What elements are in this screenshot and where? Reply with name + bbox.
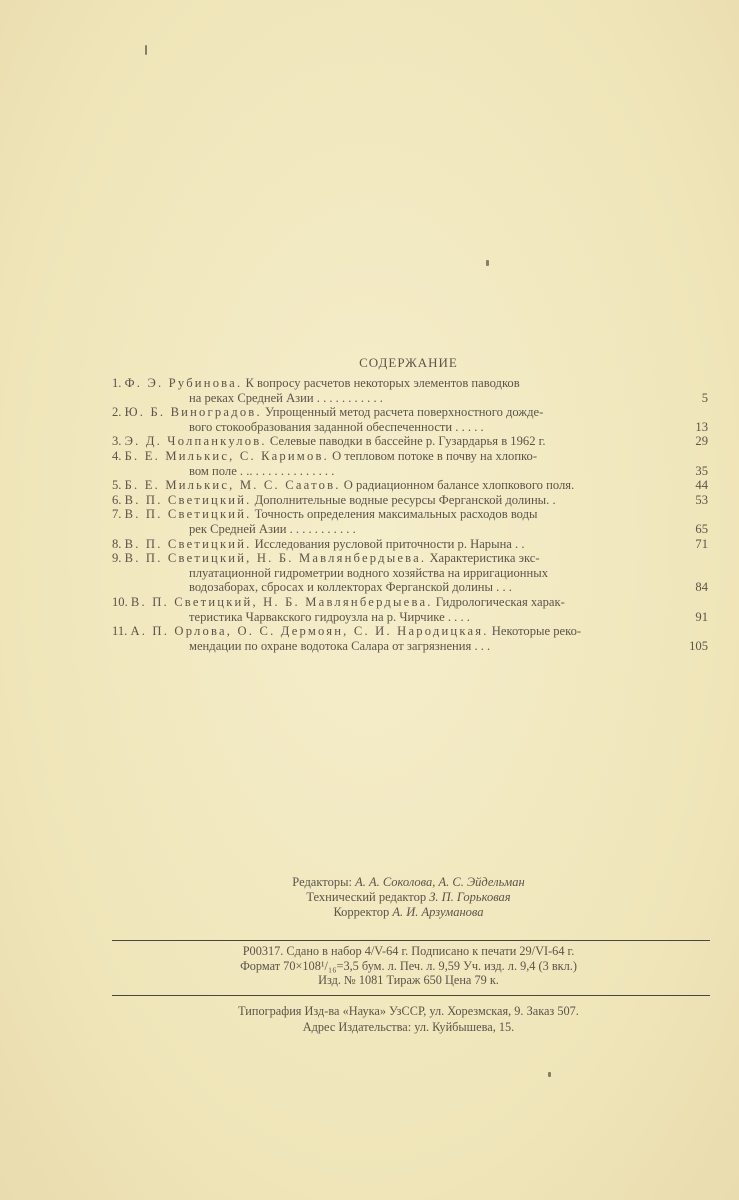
entry-number: 2.: [112, 405, 122, 420]
tech-editor-line: [78, 890, 739, 905]
entry-title-text: Упрощенный метод расчета поверхностного дожде-: [264, 405, 544, 420]
entry-title-text: вого стокообразования заданной обеспеченности . . . . .: [189, 419, 484, 434]
entry-title-text: плуатационной гидрометрии водного хозяйства на ирригационных: [189, 565, 549, 580]
entry-page-number: 84: [695, 580, 708, 595]
toc-line: [112, 580, 667, 595]
entry-number: 1.: [112, 376, 122, 390]
paper-speck: [548, 1072, 551, 1077]
toc-line: [112, 478, 667, 493]
paper-speck: [486, 260, 489, 266]
toc-line: [112, 449, 667, 464]
entry-page-number: 13: [695, 419, 708, 434]
entry-title-text: на реках Средней Азии . . . . . . . . . . .: [189, 390, 383, 405]
toc-line: [112, 639, 667, 654]
editors-label: Редакторы:: [292, 875, 352, 889]
entry-title-text: мендации по охране водотока Салара от загрязнения . . .: [189, 638, 491, 653]
toc-line: [112, 493, 667, 508]
toc-line: [112, 624, 667, 639]
entry-number: 4.: [112, 448, 122, 463]
entry-authors: Э. Д. Чолпанкулов.: [124, 434, 267, 449]
toc-line: [112, 507, 667, 522]
entry-page-number: 29: [695, 434, 708, 449]
entry-number: 10.: [112, 594, 128, 609]
toc-entry: [112, 595, 712, 624]
entry-number: 6.: [112, 492, 122, 507]
entry-title-text: Некоторые реко-: [491, 624, 582, 639]
printer-block: [0, 1004, 739, 1035]
toc-line: [112, 522, 667, 537]
entry-page-number: 105: [689, 638, 708, 653]
divider-rule: [112, 995, 710, 996]
toc-entry: [112, 449, 712, 478]
toc-line: [112, 434, 667, 449]
toc-entry: [112, 434, 712, 449]
entry-page-number: 35: [695, 463, 708, 478]
entry-title-text: К вопросу расчетов некоторых элементов паводков: [245, 376, 520, 390]
toc-entry: [112, 405, 712, 434]
entry-title-text: Точность определения максимальных расходов воды: [254, 507, 538, 522]
toc-entry: [112, 376, 712, 405]
corrector-label: Корректор: [333, 905, 390, 919]
editors-line: [78, 875, 739, 890]
entry-title-text: О радиационном балансе хлопкового поля.: [343, 478, 575, 493]
entry-title-text: Дополнительные водные ресурсы Ферганской долины. .: [254, 492, 556, 507]
entry-title-text: вом поле . .. . . . . . . . . . . . . .: [189, 463, 335, 478]
entry-authors: В. П. Светицкий.: [124, 492, 252, 507]
imprint-block: [0, 944, 739, 988]
printer-line: Типография Изд-ва «Наука» УзССР, ул. Хорезмская, 9. Заказ 507.: [238, 1004, 579, 1018]
toc-line: [112, 566, 667, 581]
imprint-line: Р00317. Сдано в набор 4/V-64 г. Подписано к печати 29/VI-64 г.: [242, 944, 575, 958]
entry-authors: Ю. Б. Виноградов.: [124, 405, 262, 420]
entry-authors: Б. Е. Милькис, М. С. Саатов.: [124, 478, 341, 493]
entry-number: 3.: [112, 434, 122, 449]
entry-title-text: водозаборах, сбросах и коллекторах Ферганской долины . . .: [189, 580, 512, 595]
entry-number: 7.: [112, 507, 122, 522]
entry-title-text: Гидрологическая харак-: [435, 594, 565, 609]
toc-line: [112, 391, 667, 406]
toc-entry: [112, 624, 712, 653]
toc-line: [112, 376, 667, 391]
entry-authors: А. П. Орлова, О. С. Дермоян, С. И. Народицкая.: [130, 624, 489, 639]
entry-title-text: Исследования русловой приточности р. Нарына . .: [254, 536, 525, 551]
entry-number: 9.: [112, 551, 122, 566]
toc-entry: [112, 478, 712, 493]
editors-names: А. А. Соколова, А. С. Эйдельман: [355, 875, 525, 889]
entry-title-text: О тепловом потоке в почву на хлопко-: [332, 448, 538, 463]
toc-line: [112, 610, 667, 625]
toc-entry: [112, 551, 712, 595]
corrector-name: А. И. Арзуманова: [392, 905, 484, 919]
entry-page-number: 71: [695, 536, 708, 551]
entry-number: 11.: [112, 624, 128, 639]
entry-title-text: рек Средней Азии . . . . . . . . . . .: [189, 521, 356, 536]
entry-page-number: 91: [695, 609, 708, 624]
toc-entry: [112, 537, 712, 552]
toc-line: [112, 537, 667, 552]
imprint-line: Изд. № 1081 Тираж 650 Цена 79 к.: [318, 973, 499, 987]
entry-page-number: 65: [695, 521, 708, 536]
entry-title-text: Характеристика экс-: [429, 551, 540, 566]
toc-line: [112, 551, 667, 566]
entry-authors: В. П. Светицкий.: [124, 507, 252, 522]
entry-number: 5.: [112, 478, 122, 493]
toc-line: [112, 420, 667, 435]
toc-line: [112, 464, 667, 479]
entry-title-text: теристика Чарвакского гидроузла на р. Чирчике . . . .: [189, 609, 470, 624]
entry-number: 8.: [112, 536, 122, 551]
table-of-contents: [112, 376, 712, 653]
corrector-line: [78, 905, 739, 920]
entry-title-text: Селевые паводки в бассейне р. Гузардарья в 1962 г.: [269, 434, 546, 449]
printer-line: Адрес Издательства: ул. Куйбышева, 15.: [302, 1019, 515, 1034]
tech-editor-label: Технический редактор: [306, 890, 427, 904]
tech-editor-name: З. П. Горьковая: [429, 890, 511, 904]
divider-rule: [112, 940, 710, 941]
entry-authors: Ф. Э. Рубинова.: [124, 376, 243, 390]
toc-entry: [112, 507, 712, 536]
entry-authors: В. П. Светицкий, Н. Б. Мавлянбердыева.: [130, 594, 433, 609]
entry-authors: В. П. Светицкий.: [124, 536, 252, 551]
entry-authors: В. П. Светицкий, Н. Б. Мавлянбердыева.: [124, 551, 427, 566]
contents-heading: СОДЕРЖАНИЕ: [359, 355, 458, 370]
paper-speck: [145, 45, 147, 55]
entry-page-number: 53: [695, 492, 708, 507]
entry-authors: Б. Е. Милькис, С. Каримов.: [124, 448, 329, 463]
toc-entry: [112, 493, 712, 508]
entry-page-number: 5: [701, 390, 708, 405]
toc-line: [112, 405, 667, 420]
imprint-line: Формат 70×108¹/₁₆=3,5 бум. л. Печ. л. 9,59 Уч. изд. л. 9,4 (3 вкл.): [240, 958, 577, 973]
toc-line: [112, 595, 667, 610]
credits-block: [0, 875, 739, 920]
entry-page-number: 44: [695, 478, 708, 493]
